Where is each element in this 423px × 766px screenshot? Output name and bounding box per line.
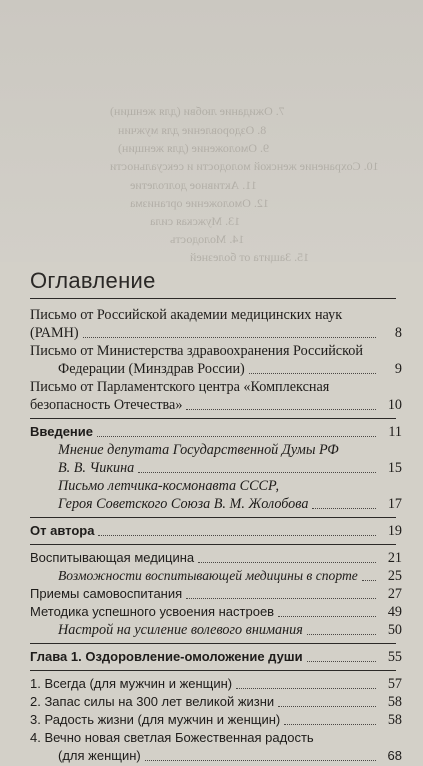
leader-dots <box>186 409 376 410</box>
toc-entry[interactable] <box>30 585 402 603</box>
toc-entry[interactable] <box>30 342 402 378</box>
leader-dots <box>307 634 376 635</box>
toc-page-number: 15 <box>387 460 402 476</box>
toc-entry-title: От автора <box>30 523 95 538</box>
leader-dots <box>312 508 376 509</box>
section-rule <box>30 670 396 671</box>
toc-entry-line1: Письмо от Парламентского центра «Комплексная <box>30 379 330 395</box>
toc-entry[interactable] <box>30 549 402 567</box>
toc-entry[interactable] <box>30 306 402 342</box>
toc-entry-title: Настрой на усиление волевого внимания <box>58 622 303 638</box>
toc-entry-line2: (для женщин) <box>58 748 141 763</box>
toc-entry[interactable] <box>30 711 402 729</box>
toc-entry[interactable] <box>30 477 402 513</box>
leader-dots <box>362 580 376 581</box>
toc-entry[interactable] <box>30 603 402 621</box>
toc-entry-title: 3. Радость жизни (для мужчин и женщин) <box>30 712 281 727</box>
toc-page-number: 19 <box>387 523 402 539</box>
section-rule <box>30 517 396 518</box>
leader-dots <box>145 760 376 761</box>
toc-entry[interactable] <box>30 675 402 693</box>
toc-entry-title: Методика успешного усвоения настроев <box>30 604 275 619</box>
toc-page-number: 50 <box>387 622 402 638</box>
toc-page-number: 68 <box>387 748 402 763</box>
leader-dots <box>97 436 376 437</box>
ghost-line: 10. Сохранение женской молодости и сексуальности <box>110 159 379 173</box>
toc-page-number: 8 <box>394 325 402 341</box>
ghost-line: 14. Молодость <box>170 232 245 246</box>
ghost-line: 13. Мужская сила <box>150 214 241 228</box>
toc-entry-line1: 4. Вечно новая светлая Божественная радость <box>30 730 314 745</box>
toc-entry[interactable] <box>30 648 402 666</box>
toc-entry-title: Приемы самовоспитания <box>30 586 183 601</box>
toc-page-number: 9 <box>394 361 402 377</box>
toc-entry-line2: (РАМН) <box>30 325 79 341</box>
leader-dots <box>186 598 376 599</box>
toc-entry[interactable] <box>30 729 402 765</box>
toc-entry-line1: Мнение депутата Государственной Думы РФ <box>58 442 339 458</box>
toc-entry[interactable] <box>30 522 402 540</box>
toc-page-number: 58 <box>387 694 402 710</box>
leader-dots <box>284 724 376 725</box>
toc-entry-line1: Письмо от Российской академии медицинских наук <box>30 307 343 323</box>
toc-entry-title: 2. Запас силы на 300 лет великой жизни <box>30 694 275 709</box>
toc-page-number: 11 <box>388 424 402 440</box>
leader-dots <box>307 661 376 662</box>
ghost-line: 11. Активное долголетие <box>130 178 257 192</box>
leader-dots <box>83 337 376 338</box>
toc-page-number: 17 <box>387 496 402 512</box>
section-rule <box>30 418 396 419</box>
leader-dots <box>236 688 376 689</box>
leader-dots <box>278 616 376 617</box>
toc-entry-line2: В. В. Чикина <box>58 460 135 476</box>
section-rule <box>30 544 396 545</box>
toc-entry-title: Воспитывающая медицина <box>30 550 195 565</box>
toc-page-number: 10 <box>387 397 402 413</box>
toc-page-number: 25 <box>387 568 402 584</box>
bleed-through-area <box>0 0 423 262</box>
ghost-line: 9. Омоложение (для женщин) <box>118 141 269 155</box>
ghost-line: 8. Оздоровление для мужчин <box>118 123 267 137</box>
toc-page-number: 49 <box>387 604 402 620</box>
toc-entry[interactable] <box>30 693 402 711</box>
leader-dots <box>198 562 376 563</box>
leader-dots <box>138 472 376 473</box>
toc-page-number: 27 <box>387 586 402 602</box>
toc-entry-line1: Письмо от Министерства здравоохранения Российской <box>30 343 363 359</box>
toc-entry-title: Глава 1. Оздоровление-омоложение души <box>30 649 303 664</box>
toc-entry-line2: Федерации (Минздрав России) <box>58 361 245 377</box>
toc-page-number: 58 <box>387 712 402 728</box>
page-title: Оглавление <box>30 268 156 293</box>
toc-page-number: 57 <box>387 676 402 692</box>
toc-entry-title: Возможности воспитывающей медицины в спорте <box>58 568 358 583</box>
leader-dots <box>98 535 376 536</box>
toc-entry[interactable] <box>30 621 402 639</box>
table-of-contents <box>30 306 402 765</box>
toc-entry-title: Введение <box>30 424 93 439</box>
toc-entry[interactable] <box>30 567 402 585</box>
toc-entry-line1: Письмо летчика-космонавта СССР, <box>58 478 279 494</box>
ghost-line: 12. Омоложение организма <box>130 196 269 210</box>
toc-entry[interactable] <box>30 378 402 414</box>
ghost-line: 7. Ожидание любви (для женщин) <box>110 104 285 118</box>
toc-page-number: 55 <box>387 649 402 665</box>
ghost-line: 15. Защита от болезней <box>190 250 310 264</box>
toc-entry[interactable] <box>30 423 402 441</box>
toc-entry[interactable] <box>30 441 402 477</box>
leader-dots <box>249 373 376 374</box>
leader-dots <box>278 706 376 707</box>
toc-entry-line2: безопасность Отечества» <box>30 397 183 413</box>
toc-entry-title: 1. Всегда (для мужчин и женщин) <box>30 676 233 691</box>
toc-entry-line2: Героя Советского Союза В. М. Жолобова <box>58 496 309 512</box>
toc-page-number: 21 <box>387 550 402 566</box>
section-rule <box>30 643 396 644</box>
title-rule <box>30 298 396 299</box>
